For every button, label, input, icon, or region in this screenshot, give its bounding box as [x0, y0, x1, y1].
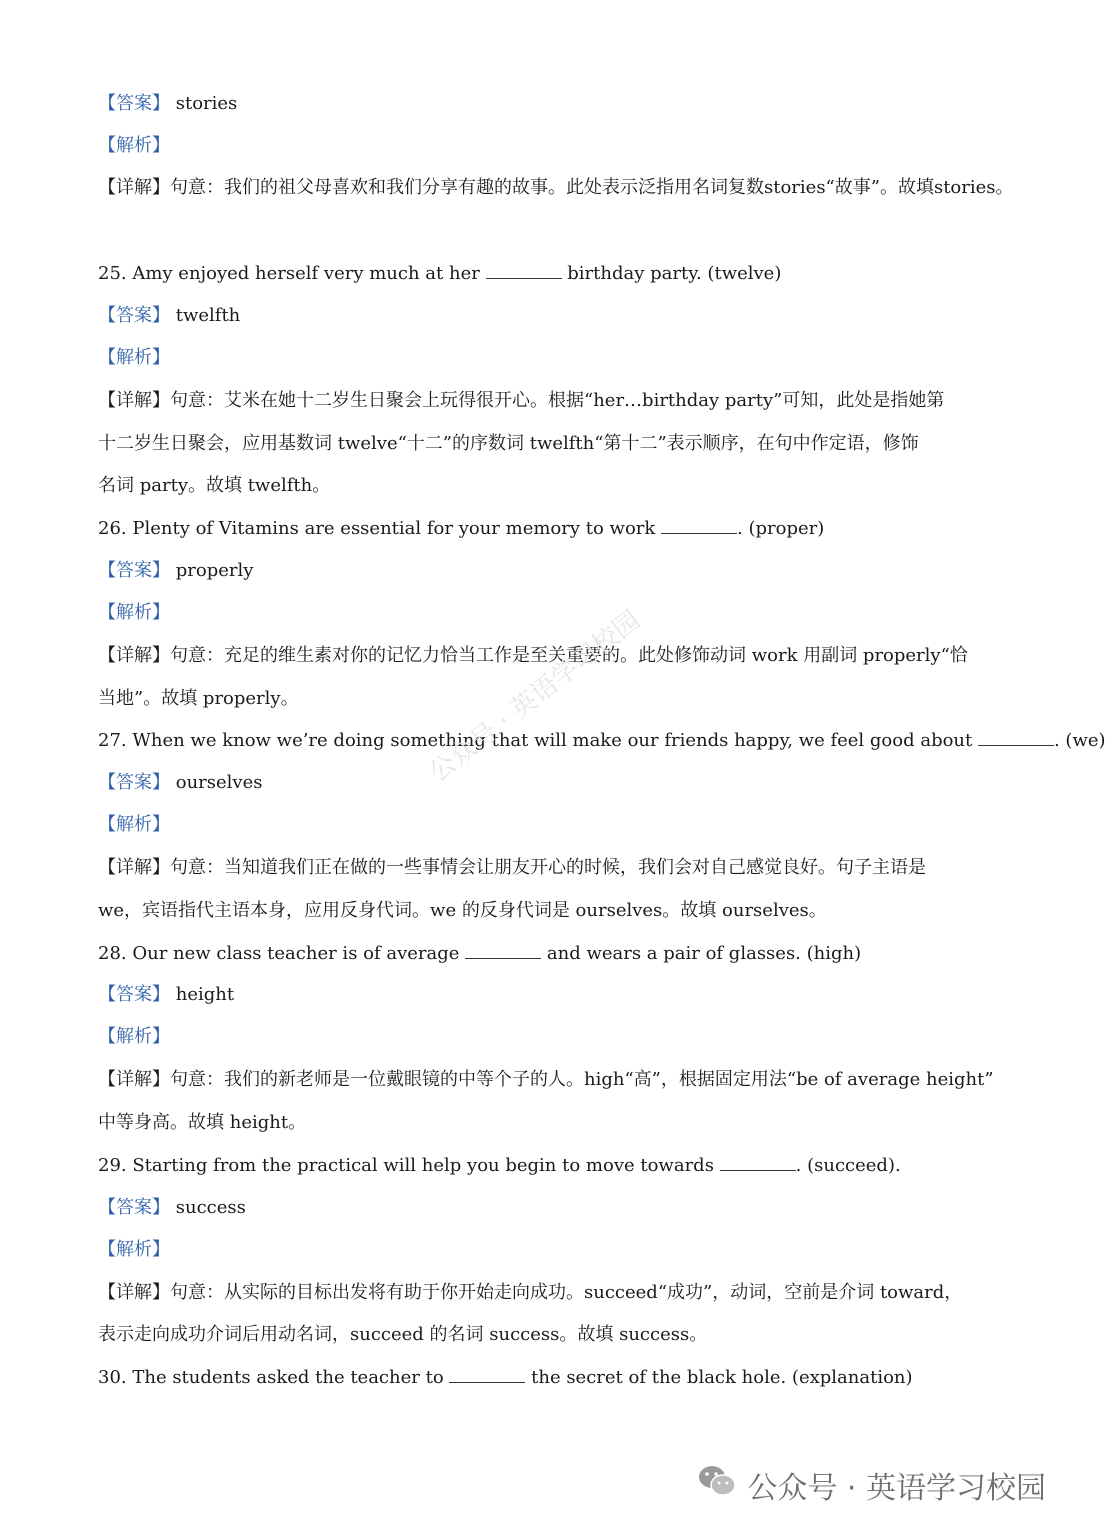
answer-tag: 【答案】 [98, 984, 170, 1005]
detail-tag: 【详解】 [98, 857, 170, 878]
analysis-tag: 【解析】 [98, 814, 170, 835]
question-30 [98, 1366, 913, 1390]
detail-text: 表示走向成功介词后用动名词，succeed 的名词 success。故填 success。 [98, 1324, 708, 1345]
analysis-tag: 【解析】 [98, 1239, 170, 1260]
answer-tag: 【答案】 [98, 93, 170, 114]
answer-text: success [175, 1197, 246, 1218]
answer-line-24 [98, 92, 237, 116]
detail-line-28-1 [98, 1068, 994, 1092]
answer-tag: 【答案】 [98, 560, 170, 581]
answer-line-29 [98, 1196, 246, 1220]
detail-tag: 【详解】 [98, 1282, 170, 1303]
analysis-tag: 【解析】 [98, 135, 170, 156]
detail-tag: 【详解】 [98, 1069, 170, 1090]
question-text-after: . (proper) [737, 518, 825, 539]
answer-line-27 [98, 771, 262, 795]
question-25 [98, 262, 781, 286]
answer-tag: 【答案】 [98, 305, 170, 326]
detail-tag: 【详解】 [98, 390, 170, 411]
detail-line-25-3 [98, 474, 330, 498]
detail-line-27-1 [98, 856, 926, 880]
analysis-tag: 【解析】 [98, 1026, 170, 1047]
blank [720, 1154, 796, 1171]
detail-tag: 【详解】 [98, 177, 170, 198]
detail-line-28-2 [98, 1111, 306, 1135]
analysis-line-29 [98, 1238, 170, 1262]
detail-text: 当地”。故填 properly。 [98, 688, 299, 709]
blank [486, 262, 562, 279]
question-text-after: birthday party. (twelve) [561, 263, 782, 284]
answer-text: properly [175, 560, 254, 581]
question-text-before: 26. Plenty of Vitamins are essential for your memory to work [98, 518, 662, 539]
question-text-before: 28. Our new class teacher is of average [98, 943, 466, 964]
answer-line-25 [98, 304, 240, 328]
question-29 [98, 1154, 901, 1178]
answer-line-26 [98, 559, 253, 583]
blank [465, 942, 541, 959]
analysis-tag: 【解析】 [98, 347, 170, 368]
question-27 [98, 729, 1106, 753]
answer-line-28 [98, 983, 234, 1007]
detail-line-29-1 [98, 1281, 962, 1305]
question-text-after: and wears a pair of glasses. (high) [541, 943, 862, 964]
detail-line-24 [98, 176, 1014, 200]
detail-text: 名词 party。故填 twelfth。 [98, 475, 331, 496]
answer-text: ourselves [175, 772, 263, 793]
detail-text: 十二岁生日聚会，应用基数词 twelve“十二”的序数词 twelfth“第十二”表示顺序，在句中作定语，修饰 [98, 433, 919, 454]
footer-branding [697, 1463, 1046, 1507]
question-text-before: 30. The students asked the teacher to [98, 1367, 450, 1388]
question-text-after: the secret of the black hole. (explanation) [525, 1367, 913, 1388]
question-text-before: 29. Starting from the practical will help you begin to move towards [98, 1155, 720, 1176]
wechat-icon [697, 1463, 737, 1507]
detail-line-25-2 [98, 432, 919, 456]
detail-line-25-1 [98, 389, 944, 413]
analysis-line-25 [98, 346, 170, 370]
answer-text: height [175, 984, 235, 1005]
footer-text: 公众号 · 英语学习校园 [747, 1471, 1046, 1506]
analysis-line-26 [98, 601, 170, 625]
answer-tag: 【答案】 [98, 772, 170, 793]
answer-tag: 【答案】 [98, 1197, 170, 1218]
detail-text: 句意：我们的新老师是一位戴眼镜的中等个子的人。high“高”，根据固定用法“be of average height” [170, 1069, 994, 1090]
question-28 [98, 942, 861, 966]
question-26 [98, 517, 824, 541]
detail-text: 句意：从实际的目标出发将有助于你开始走向成功。succeed“成功”，动词，空前是介词 toward， [170, 1282, 963, 1303]
detail-tag: 【详解】 [98, 645, 170, 666]
question-text-before: 25. Amy enjoyed herself very much at her [98, 263, 486, 284]
blank [661, 517, 737, 534]
detail-text: 句意：艾米在她十二岁生日聚会上玩得很开心。根据“her…birthday party”可知，此处是指她第 [170, 390, 945, 411]
question-text-before: 27. When we know we’re doing something that will make our friends happy, we feel good about [98, 730, 978, 751]
detail-text: 句意：我们的祖父母喜欢和我们分享有趣的故事。此处表示泛指用名词复数stories“故事”。故填stories。 [170, 177, 1014, 198]
detail-line-26-1 [98, 644, 968, 668]
detail-text: 中等身高。故填 height。 [98, 1112, 307, 1133]
detail-text: 句意：当知道我们正在做的一些事情会让朋友开心的时候，我们会对自己感觉良好。句子主语是 [170, 857, 926, 878]
detail-line-26-2 [98, 687, 299, 711]
blank [449, 1366, 525, 1383]
blank [978, 729, 1054, 746]
detail-line-27-2 [98, 899, 827, 923]
answer-text: twelfth [175, 305, 241, 326]
analysis-line-27 [98, 813, 170, 837]
answer-text: stories [175, 93, 238, 114]
question-text-after: . (we) [1053, 730, 1106, 751]
detail-line-29-2 [98, 1323, 707, 1347]
watermark: 公众号 · 英语学习校园 [423, 605, 647, 789]
analysis-line-28 [98, 1025, 170, 1049]
detail-text: 句意：充足的维生素对你的记忆力恰当工作是至关重要的。此处修饰动词 work 用副词 properly“恰 [170, 645, 968, 666]
question-text-after: . (succeed). [795, 1155, 901, 1176]
analysis-line-24 [98, 134, 170, 158]
analysis-tag: 【解析】 [98, 602, 170, 623]
detail-text: we，宾语指代主语本身，应用反身代词。we 的反身代词是 ourselves。故填 ourselves。 [98, 900, 827, 921]
